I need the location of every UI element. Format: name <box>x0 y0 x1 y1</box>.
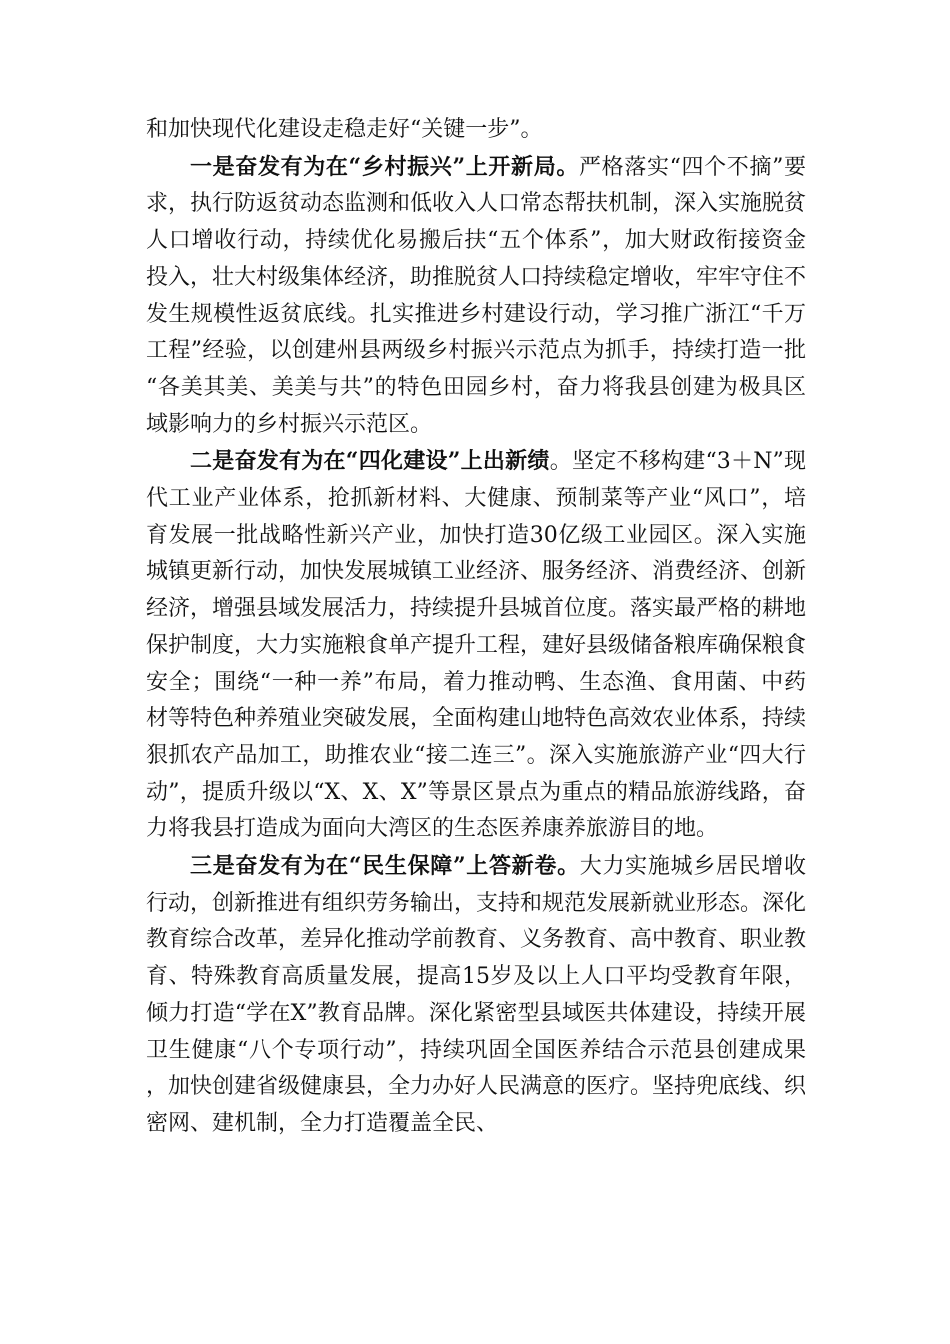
section-heading: 二是奋发有为在“四化建设”上出新绩 <box>190 448 550 475</box>
section-heading: 一是奋发有为在“乡村振兴”上开新局。 <box>190 153 580 180</box>
section-body: 严格落实“四个不摘”要求，执行防返贫动态监测和低收入人口常态帮扶机制，深入实施脱贫人口增收行动，持续优化易搬后扶“五个体系”，加大财政衔接资金投入，壮大村级集体经济，助推脱贫人口持续稳定增收，牢牢守住不发生规模性返贫底线。扎实推进乡村建设行动，学习推广浙江“千万工程”经验，以创建州县两级乡村振兴示范点为抓手，持续打造一批“各美其美、美美与共”的特色田园乡村，奋力将我县创建为极具区域影响力的乡村振兴示范区。 <box>146 154 807 437</box>
section-livelihood <box>146 848 806 1143</box>
section-body: 大力实施城乡居民增收行动，创新推进有组织劳务输出，支持和规范发展新就业形态。深化教育综合改革，差异化推动学前教育、义务教育、高中教育、职业教育、特殊教育高质量发展，提高15岁及以上人口平均受教育年限，倾力打造“学在X”教育品牌。深化紧密型县域医共体建设，持续开展卫生健康“八个专项行动”，持续巩固全国医养结合示范县创建成果，加快创建省级健康县，全力办好人民满意的医疗。坚持兜底线、织密网、建机制，全力打造覆盖全民、 <box>146 854 807 1136</box>
section-four-modernizations <box>146 443 806 848</box>
section-body: 。坚定不移构建“3＋N”现代工业产业体系，抢抓新材料、大健康、预制菜等产业“风口”，培育发展一批战略性新兴产业，加快打造30亿级工业园区。深入实施城镇更新行动，加快发展城镇工业经济、服务经济、消费经济、创新经济，增强县域发展活力，持续提升县城首位度。落实最严格的耕地保护制度，大力实施粮食单产提升工程，建好县级储备粮库确保粮食安全；围绕“一种一养”布局，着力推动鸭、生态渔、食用菌、中药材等特色种养殖业突破发展，全面构建山地特色高效农业体系，持续狠抓农产品加工，助推农业“接二连三”。深入实施旅游产业“四大行动”，提质升级以“X、X、X”等景区景点为重点的精品旅游线路，奋力将我县打造成为面向大湾区的生态医养康养旅游目的地。 <box>146 449 807 842</box>
document-body <box>146 112 806 1143</box>
section-rural-revitalization <box>146 149 806 444</box>
section-heading: 三是奋发有为在“民生保障”上答新卷。 <box>190 853 580 880</box>
intro-paragraph: 和加快现代化建设走稳走好“关键一步”。 <box>146 117 543 142</box>
